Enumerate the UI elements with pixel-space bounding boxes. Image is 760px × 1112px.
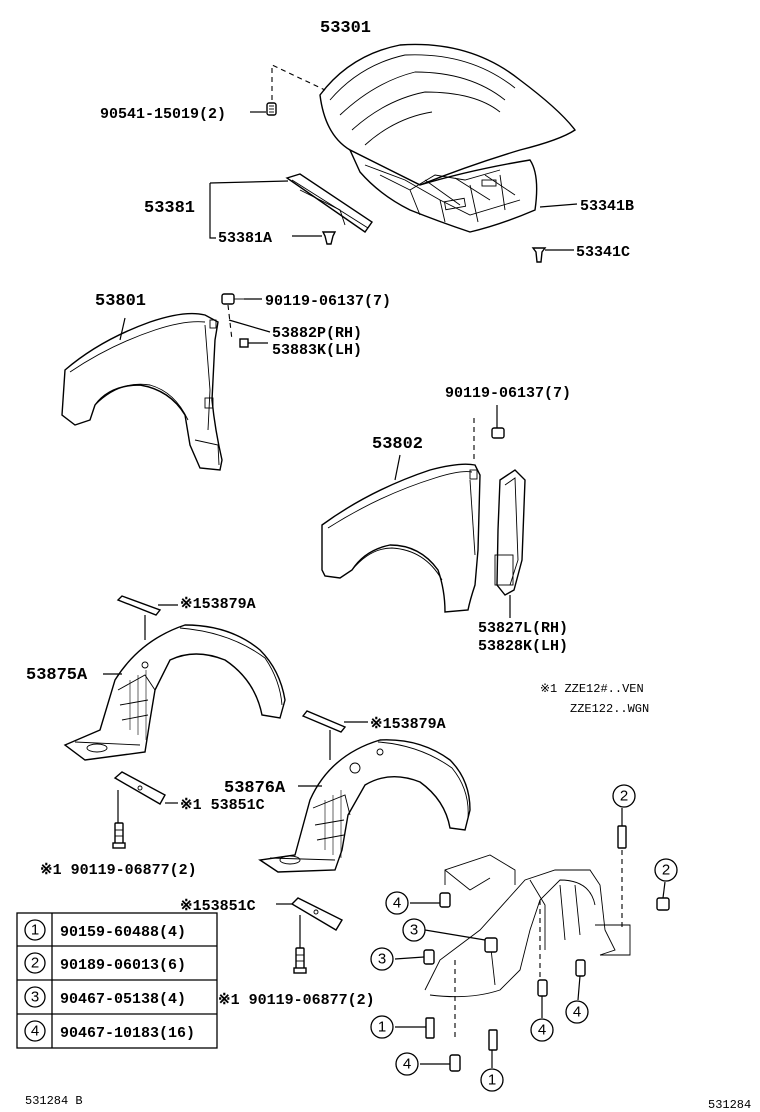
hood-seal-clip-drawing: [323, 232, 335, 244]
legend-num-4: 4: [30, 1022, 40, 1040]
label-fender-pad-rh: 53827L(RH): [478, 620, 569, 637]
fastener-sketch: [425, 850, 630, 1040]
fender-bolt-drawing-2: [492, 428, 504, 438]
marker-2a: 2: [619, 787, 629, 805]
label-hood-seal: 53381: [144, 199, 196, 218]
marker-1a: 1: [377, 1018, 387, 1036]
fastener-legend: [17, 913, 217, 1048]
marker-4c: 4: [537, 1021, 547, 1039]
label-fender-bolt-2: 90119-06137(7): [445, 385, 572, 402]
marker-3b: 3: [377, 950, 387, 968]
note-line-1: ※1 ZZE12#..VEN: [540, 682, 644, 696]
label-hood-bolt: 90541-15019(2): [100, 106, 227, 123]
label-fender-pad-lh: 53828K(LH): [478, 638, 569, 655]
footer-left-code: 531284 B: [25, 1094, 83, 1108]
legend-num-1: 1: [30, 921, 40, 939]
label-liner-lh: 53876A: [224, 779, 286, 798]
label-hood: 53301: [320, 19, 372, 38]
label-fender-bolt-1: 90119-06137(7): [265, 293, 392, 310]
label-fender-nut-rh: 53882P(RH): [272, 325, 363, 342]
label-fender-nut-lh: 53883K(LH): [272, 342, 363, 359]
label-fender-rh: 53801: [95, 292, 147, 311]
seal-upper-drawing-2: [303, 711, 345, 732]
note-line-2: ZZE122..WGN: [570, 702, 650, 716]
liner-lh-drawing: [260, 740, 470, 872]
label-seal-lower-2: ※153851C: [180, 898, 256, 915]
label-hood-insulator-clip: 53341C: [576, 244, 631, 261]
marker-4d: 4: [572, 1003, 582, 1021]
label-hood-seal-clip: 53381A: [218, 230, 273, 247]
marker-2b: 2: [661, 861, 671, 879]
marker-4b: 4: [402, 1055, 412, 1073]
hood-drawing: [320, 44, 575, 232]
label-screw-1: ※1 90119-06877(2): [40, 862, 197, 879]
legend-part-1: 90159-60488(4): [60, 924, 187, 941]
fender-rh-drawing: [62, 314, 222, 470]
marker-3a: 3: [409, 921, 419, 939]
footer-right-code: 531284: [708, 1098, 752, 1112]
legend-part-2: 90189-06013(6): [60, 957, 187, 974]
fender-bolt-drawing-1: [222, 294, 244, 304]
hood-seal-drawing: [287, 174, 372, 232]
fender-pad-drawing: [495, 470, 525, 595]
legend-part-4: 90467-10183(16): [60, 1025, 196, 1042]
legend-part-3: 90467-05138(4): [60, 991, 187, 1008]
liner-screw-drawing-1: [113, 823, 125, 848]
label-hood-insulator: 53341B: [580, 198, 635, 215]
seal-lower-drawing-1: [115, 772, 165, 804]
legend-num-3: 3: [30, 988, 40, 1006]
label-seal-upper-1: ※153879A: [180, 596, 256, 613]
footer: [25, 1094, 751, 1112]
seal-upper-drawing-1: [118, 596, 160, 615]
fender-lh-drawing: [322, 464, 480, 612]
label-seal-upper-2: ※153879A: [370, 716, 446, 733]
label-screw-2: ※1 90119-06877(2): [218, 992, 375, 1009]
marker-1b: 1: [487, 1071, 497, 1089]
legend-num-2: 2: [30, 954, 40, 972]
hood-insulator-clip-drawing: [533, 248, 545, 262]
liner-screw-drawing-2: [294, 948, 306, 973]
label-fender-lh: 53802: [372, 435, 424, 454]
label-seal-lower-1: ※1 53851C: [180, 797, 265, 814]
marker-4a: 4: [392, 894, 402, 912]
hood-bolt-drawing: [267, 103, 276, 115]
label-liner-rh: 53875A: [26, 666, 88, 685]
liner-rh-drawing: [65, 625, 285, 760]
